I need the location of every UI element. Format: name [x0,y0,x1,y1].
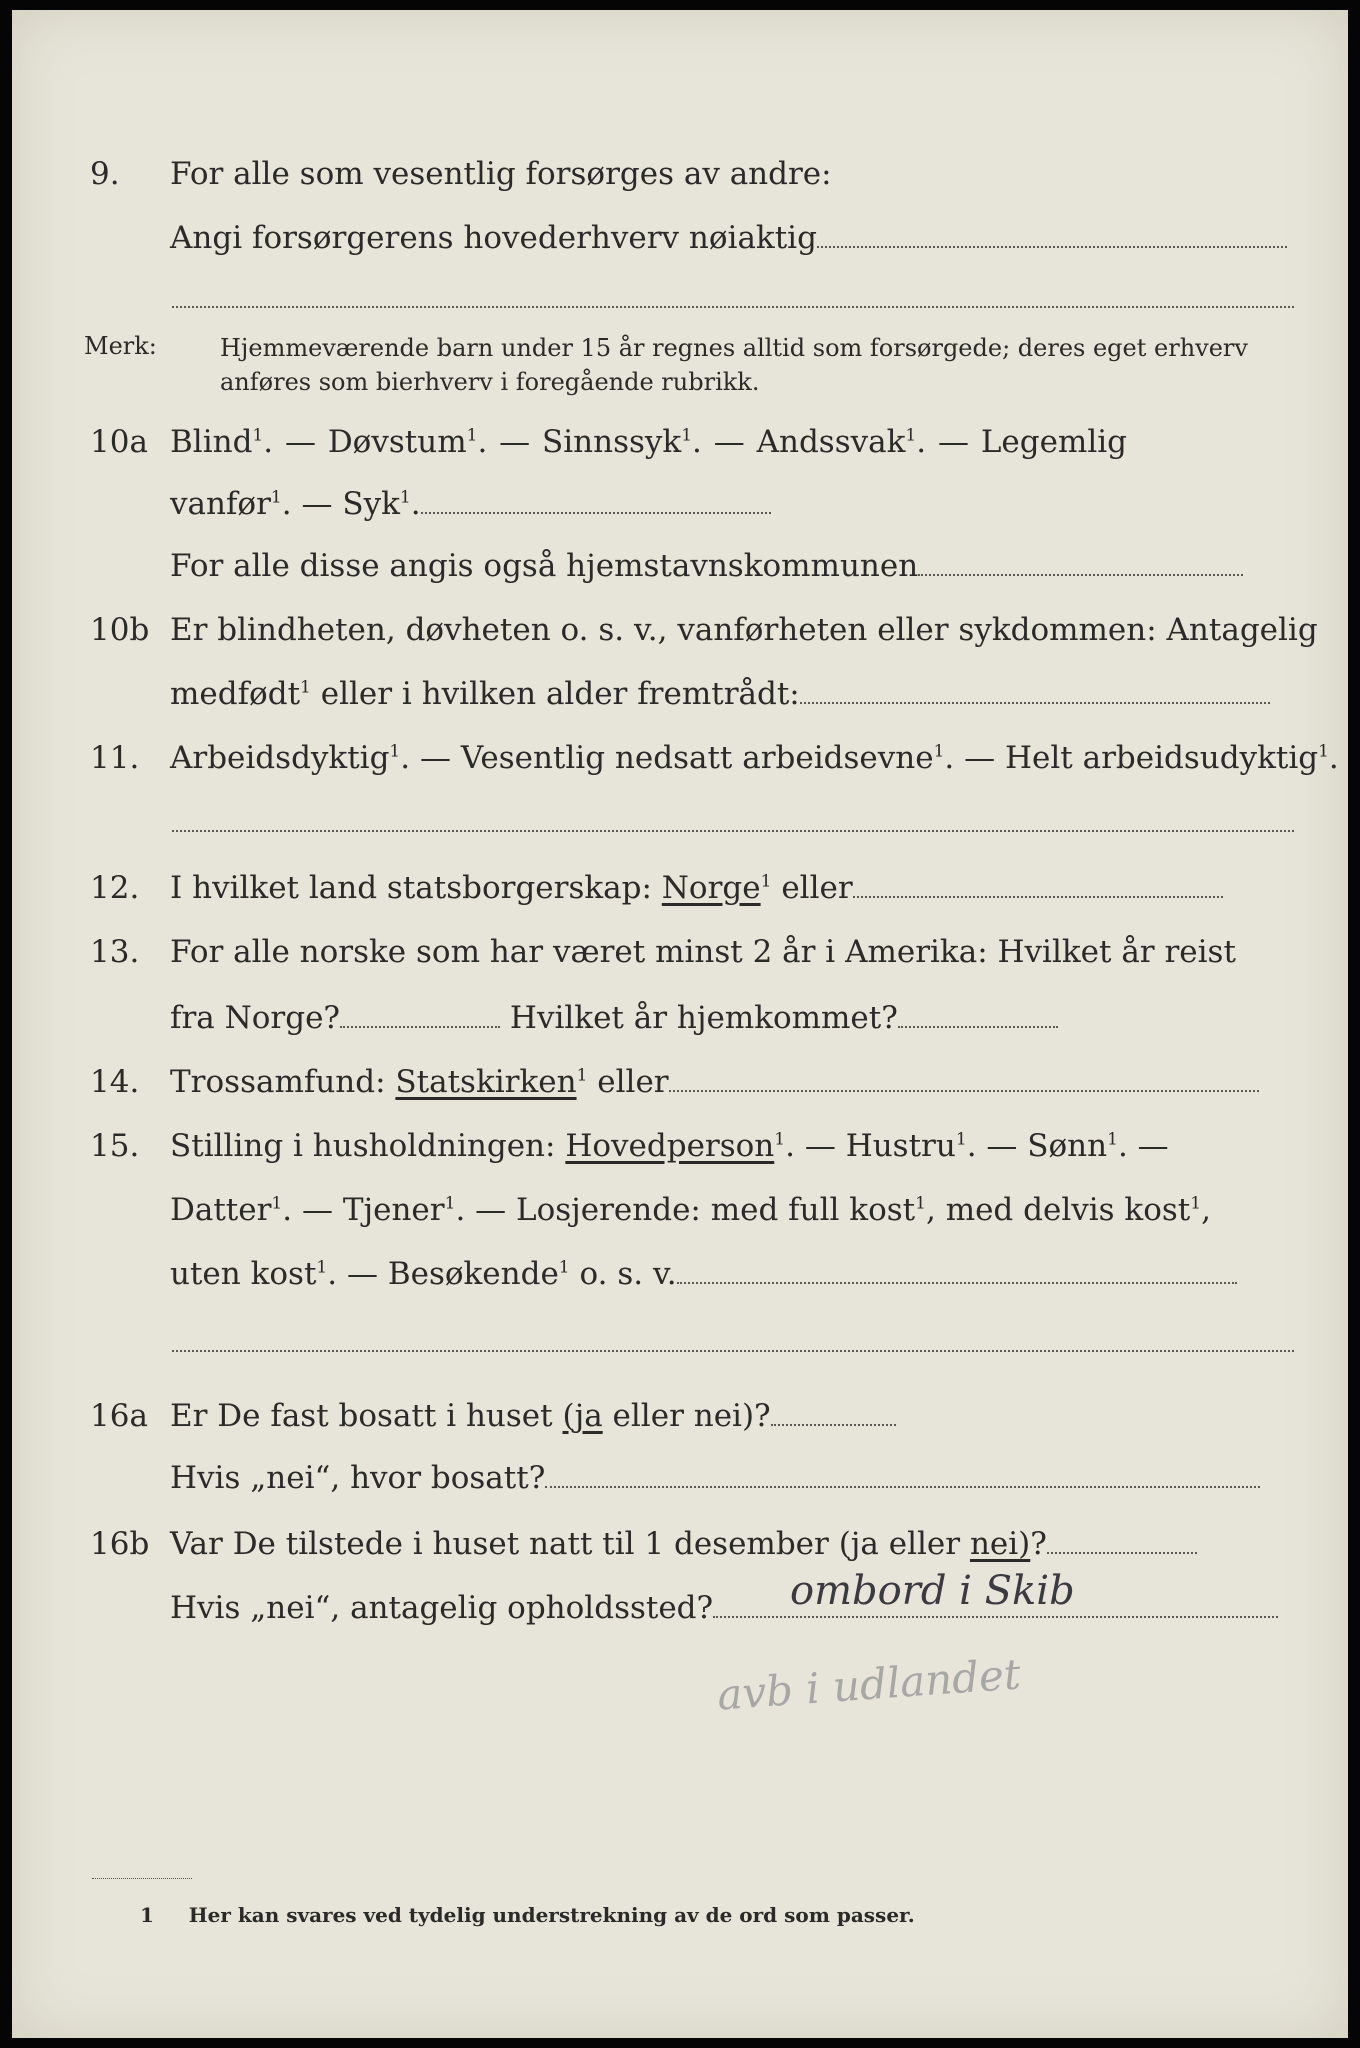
q16a-line1 [170,1398,896,1434]
q10a-legemlig: Legemlig [980,424,1128,460]
q11-answer-rule[interactable] [172,830,1294,832]
merk-line2: anføres som bierhverv i foregående rubrikk. [220,368,760,396]
q15-line2: Datter$^1$. — Tjener$^1$. — Losjerende: med full kost$^1$, med delvis kost$^1$, [170,1192,1211,1228]
q11-arbeidsdyktig: Arbeidsdyktig [170,740,390,776]
q10a-dovstum: Døvstum [327,424,467,460]
q12-line: I hvilket land statsborgerskap: Norge$^1$ eller [170,870,1223,906]
q15-line1: Stilling i husholdningen: Hovedperson$^1$. — Hustru$^1$. — Sønn$^1$. — [170,1128,1169,1164]
q11-line1: Arbeidsdyktig$^1$. — Vesentlig nedsatt arbeidsevne$^1$. — Helt arbeidsudyktig$^1$. [170,740,1339,776]
merk-line1: Hjemmeværende barn under 15 år regnes alltid som forsørgede; deres eget erhverv [220,334,1248,362]
q10b-line1: Er blindheten, døvheten o. s. v., vanførheten eller sykdommen: Antagelig [170,612,1318,648]
q12-eller: eller [781,870,853,906]
q14-number: 14. [90,1064,140,1100]
q10a-blind: Blind [170,424,253,460]
handwritten-answer: ombord i Skib [790,1568,1075,1614]
q16a-hvor-bosatt: Hvis „nei“, hvor bosatt? [170,1460,546,1496]
q10a-sinnssyk: Sinnssyk [542,424,682,460]
q15-uten-kost: uten kost [170,1256,317,1292]
q11-number: 11. [90,740,140,776]
footnote [140,1903,915,1927]
q10b-line2: medfødt$^1$ eller i hvilken alder fremtrådt: [170,676,1270,712]
q10a-line3 [170,548,1243,584]
q9-answer-field[interactable] [817,222,1287,248]
q12-question: I hvilket land statsborgerskap: [170,870,652,906]
q16b-opholdssted: Hvis „nei“, antagelig opholdssted? [170,1590,714,1626]
q16a-eller-nei: eller nei)? [612,1398,771,1434]
q14-trossamfund-field[interactable] [669,1066,1259,1092]
q15-besokende: Besøkende [387,1256,559,1292]
footnote-text: Her kan svares ved tydelig understrekning av de ord som passer. [188,1903,915,1927]
census-form-page [12,10,1348,2038]
q11-nedsatt: Vesentlig nedsatt arbeidsevne [460,740,934,776]
q10a-number: 10a [90,424,148,460]
q10a-line3-text: For alle disse angis også hjemstavnskommunen [170,548,919,584]
q10b-number: 10b [90,612,150,648]
q15-tjener: Tjener [342,1192,445,1228]
q14-statskirken-underlined: Statskirken [395,1064,577,1100]
q15-question: Stilling i husholdningen: [170,1128,556,1164]
q14-eller: eller [597,1064,669,1100]
q9-line1: For alle som vesentlig forsørges av andre: [170,156,832,192]
q15-losjerende: Losjerende: med full kost [516,1192,916,1228]
q10b-medfodt: medfødt [170,676,301,712]
q16a-line2 [170,1460,1260,1496]
q11-udyktig: Helt arbeidsudyktig [1004,740,1319,776]
q16b-answer-field[interactable] [1047,1528,1197,1554]
q9-line2 [170,220,1287,256]
q10a-syk-field[interactable] [421,488,771,514]
q15-delvis-kost: med delvis kost [945,1192,1191,1228]
merk-label: Merk: [84,332,157,360]
q10a-syk: Syk [342,486,400,522]
q10a-kommune-field[interactable] [918,550,1243,576]
q16b-qmark: ? [1030,1526,1047,1562]
q10b-line2-text: eller i hvilken alder fremtrådt: [320,676,800,712]
q16b-number: 16b [90,1526,150,1562]
q15-datter: Datter [170,1192,272,1228]
q16b-question: Var De tilstede i huset natt til 1 desember (ja eller [170,1526,961,1562]
q9-line2-text: Angi forsørgerens hovederhverv nøiaktig [170,220,817,256]
q16a-number: 16a [90,1398,148,1434]
q12-land-field[interactable] [853,872,1223,898]
q15-sonn: Sønn [1027,1128,1108,1164]
q13-hjemkommet-field[interactable] [898,1002,1058,1028]
footnote-mark: 1 [140,1903,154,1927]
q10a-line2: vanfør$^1$. — Syk$^1$. [170,486,771,522]
handwritten-note: avb i udlandet [715,1649,1023,1720]
q14-line: Trossamfund: Statskirken$^1$ eller [170,1064,1259,1100]
q12-norge-underlined: Norge [661,870,761,906]
q15-number: 15. [90,1128,140,1164]
q15-line3: uten kost$^1$. — Besøkende$^1$ o. s. v. [170,1256,1237,1292]
q16b-line2 [170,1590,1278,1626]
q13-hjemkommet: Hvilket år hjemkommet? [509,1000,898,1036]
q15-osv: o. s. v. [579,1256,677,1292]
q10a-vanfor: vanfør [170,486,271,522]
q16b-nei-underlined: nei) [969,1526,1031,1562]
q10b-alder-field[interactable] [800,678,1270,704]
q9-answer-rule[interactable] [172,306,1294,308]
q12-number: 12. [90,870,140,906]
q15-hustru: Hustru [845,1128,956,1164]
q15-hovedperson-underlined: Hovedperson [565,1128,775,1164]
q13-fra-norge: fra Norge? [170,1000,341,1036]
q13-reist-field[interactable] [340,1002,500,1028]
q16a-answer-field[interactable] [771,1400,896,1426]
q16a-ja-underlined: (ja [562,1398,603,1434]
q13-line2 [170,1000,1058,1036]
q13-line1: For alle norske som har været minst 2 år i Amerika: Hvilket år reist [170,934,1236,970]
q9-number: 9. [90,156,120,192]
q15-stilling-field[interactable] [677,1258,1237,1284]
q10a-line1: Blind$^1$. — Døvstum$^1$. — Sinnssyk$^1$. — Andssvak$^1$. — Legemlig [170,424,1128,460]
q16a-bosatt-field[interactable] [545,1462,1260,1488]
q13-number: 13. [90,934,140,970]
q15-answer-rule[interactable] [172,1350,1294,1352]
q14-question: Trossamfund: [170,1064,386,1100]
q16a-question: Er De fast bosatt i huset [170,1398,553,1434]
q16b-line1 [170,1526,1197,1562]
q10a-andssvak: Andssvak [756,424,906,460]
footnote-rule [92,1878,192,1879]
